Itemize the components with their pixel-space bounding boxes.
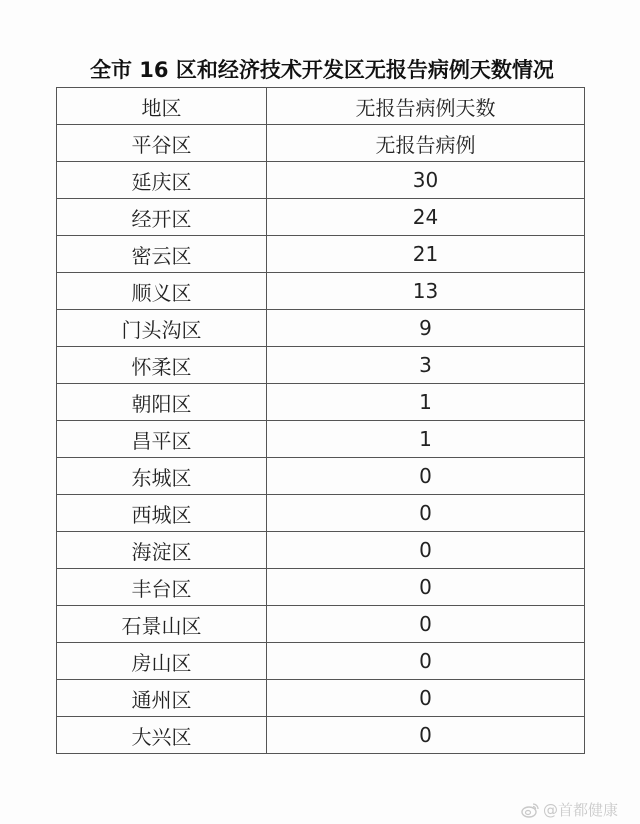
table-row	[57, 384, 585, 421]
district-cell: 怀柔区	[57, 347, 267, 384]
district-cell: 丰台区	[57, 569, 267, 606]
days-cell: 21	[267, 236, 585, 273]
district-cell: 海淀区	[57, 532, 267, 569]
days-cell: 0	[267, 532, 585, 569]
table-header-row	[57, 88, 585, 125]
table-row	[57, 495, 585, 532]
days-cell: 9	[267, 310, 585, 347]
days-cell: 1	[267, 384, 585, 421]
days-cell: 0	[267, 680, 585, 717]
district-cell: 昌平区	[57, 421, 267, 458]
table-row	[57, 421, 585, 458]
table-row	[57, 199, 585, 236]
days-cell: 30	[267, 162, 585, 199]
days-cell: 0	[267, 643, 585, 680]
table-row	[57, 125, 585, 162]
watermark-text: @首都健康	[542, 801, 618, 819]
days-cell: 1	[267, 421, 585, 458]
district-cell: 西城区	[57, 495, 267, 532]
table-row	[57, 680, 585, 717]
days-cell: 0	[267, 717, 585, 754]
district-cell: 石景山区	[57, 606, 267, 643]
table-row	[57, 643, 585, 680]
table-row	[57, 606, 585, 643]
table-row	[57, 717, 585, 754]
district-cell: 朝阳区	[57, 384, 267, 421]
table-row	[57, 273, 585, 310]
days-cell: 无报告病例	[267, 125, 585, 162]
district-cell: 延庆区	[57, 162, 267, 199]
table-row	[57, 532, 585, 569]
table-row	[57, 162, 585, 199]
table-row	[57, 236, 585, 273]
column-header-district: 地区	[57, 88, 267, 125]
table-row	[57, 569, 585, 606]
column-header-days: 无报告病例天数	[267, 88, 585, 125]
district-cell: 大兴区	[57, 717, 267, 754]
page-title: 全市 16 区和经济技术开发区无报告病例天数情况	[90, 58, 554, 82]
days-cell: 0	[267, 569, 585, 606]
district-cell: 房山区	[57, 643, 267, 680]
district-cell: 顺义区	[57, 273, 267, 310]
district-cell: 门头沟区	[57, 310, 267, 347]
table-row	[57, 347, 585, 384]
table-body	[57, 125, 585, 754]
days-cell: 0	[267, 495, 585, 532]
watermark	[521, 799, 618, 820]
district-cell: 东城区	[57, 458, 267, 495]
district-cell: 平谷区	[57, 125, 267, 162]
district-cell: 通州区	[57, 680, 267, 717]
table-row	[57, 310, 585, 347]
district-cell: 密云区	[57, 236, 267, 273]
district-cell: 经开区	[57, 199, 267, 236]
days-cell: 0	[267, 606, 585, 643]
days-cell: 3	[267, 347, 585, 384]
no-case-days-table	[56, 87, 585, 754]
days-cell: 0	[267, 458, 585, 495]
table-row	[57, 458, 585, 495]
days-cell: 13	[267, 273, 585, 310]
days-cell: 24	[267, 199, 585, 236]
weibo-icon	[521, 802, 539, 818]
